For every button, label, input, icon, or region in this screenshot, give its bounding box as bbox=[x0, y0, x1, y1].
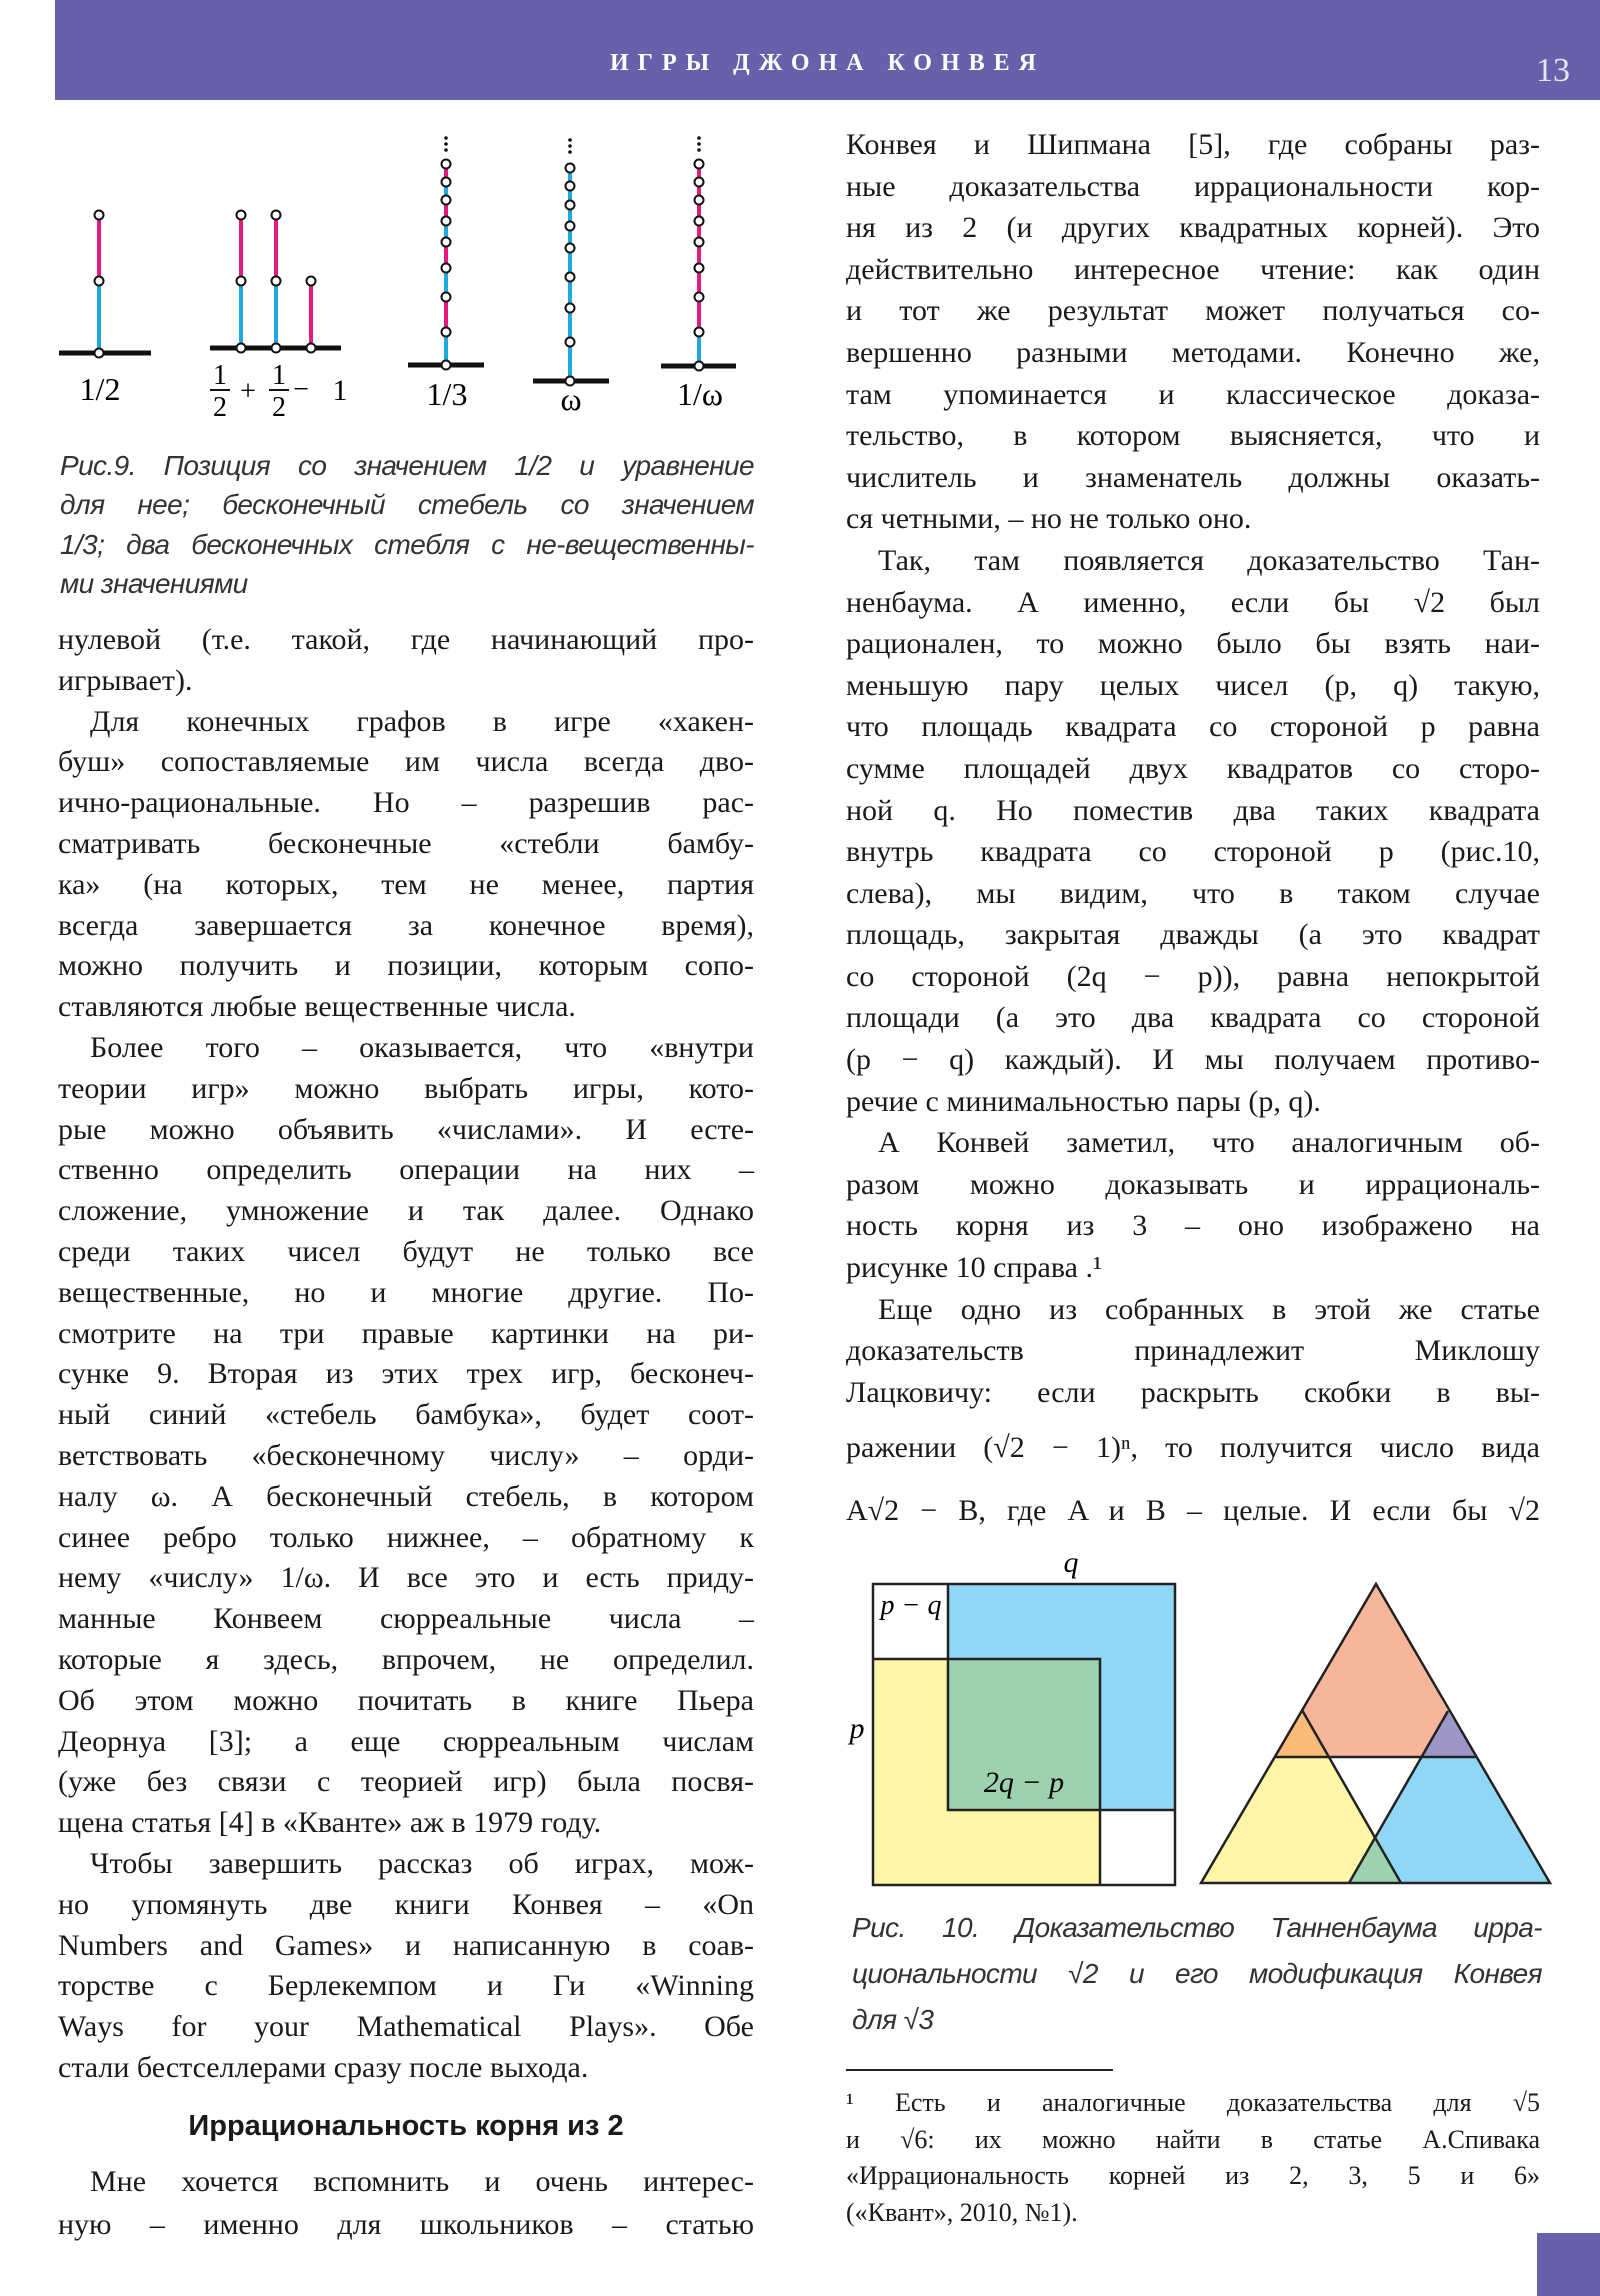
node bbox=[566, 273, 575, 282]
text-line: (уже без связи с теорией игр) была посвя- bbox=[58, 1765, 754, 1799]
text-line: сматривать бесконечные «стебли бамбу- bbox=[58, 826, 754, 860]
text-line: вещественные, но и многие другие. По- bbox=[58, 1275, 754, 1309]
text-line: сложение, умножение и так далее. Однако bbox=[58, 1194, 754, 1228]
node bbox=[95, 349, 104, 358]
text-line: слева), мы видим, что в таком случае bbox=[846, 876, 1540, 910]
text-line: буш» сопоставляемые им числа всегда дво- bbox=[58, 745, 754, 779]
left-column-text bbox=[58, 620, 754, 2089]
section-heading: Иррациональность корня из 2 bbox=[188, 2110, 624, 2142]
node bbox=[442, 217, 451, 226]
node bbox=[237, 211, 246, 220]
node bbox=[695, 264, 704, 273]
label-eq-plus: + bbox=[240, 376, 256, 407]
node bbox=[566, 164, 575, 173]
node bbox=[272, 211, 281, 220]
text-line: тельство, в котором выясняется, что и bbox=[846, 419, 1540, 453]
figure-9-hackenbush bbox=[0, 120, 800, 420]
text-line: сунке 9. Вторая из этих трех игр, бесконеч- bbox=[58, 1357, 754, 1391]
label-half: 1/2 bbox=[79, 371, 121, 407]
text-line: теории игр» можно выбрать игры, кото- bbox=[58, 1071, 754, 1105]
caption-line: ¹ Есть и аналогичные доказательства для √5 bbox=[846, 2088, 1540, 2117]
text-line: Об этом можно почитать в книге Пьера bbox=[58, 1683, 754, 1717]
node bbox=[695, 196, 704, 205]
page-corner-marker bbox=[1537, 2233, 1600, 2296]
label-inv-omega: 1/ω bbox=[677, 376, 723, 412]
label-eq-one-a: 1 bbox=[213, 360, 227, 391]
label-eq-one-b: 1 bbox=[272, 360, 286, 391]
text-line: щена статья [4] в «Кванте» аж в 1979 году. bbox=[58, 1806, 602, 1840]
text-line: (p − q) каждый). И мы получаем противо- bbox=[846, 1043, 1540, 1077]
caption-line: «Иррациональность корней из 2, 3, 5 и 6» bbox=[846, 2161, 1540, 2191]
node bbox=[695, 178, 704, 187]
text-line: сумме площадей двух квадратов со сторо- bbox=[846, 751, 1540, 785]
text-line: но упомянуть две книги Конвея – «On bbox=[58, 1887, 754, 1921]
node bbox=[566, 338, 575, 347]
yellow-region bbox=[1201, 1757, 1376, 1883]
text-line: Более того – оказывается, что «внутри bbox=[90, 1030, 754, 1064]
ellipsis-dot bbox=[444, 148, 448, 152]
node bbox=[566, 182, 575, 191]
text-line: там упоминается и классическое доказа- bbox=[846, 377, 1540, 411]
running-header-title: ИГРЫ ДЖОНА КОНВЕЯ bbox=[610, 50, 1045, 76]
running-header bbox=[55, 0, 1600, 100]
node bbox=[442, 293, 451, 302]
node bbox=[695, 217, 704, 226]
caption-line: («Квант», 2010, №1). bbox=[846, 2198, 1078, 2228]
text-line: действительно интересное чтение: как один bbox=[846, 252, 1540, 286]
text-line: ражении (√2 − 1)ⁿ, то получится число вида bbox=[846, 1431, 1540, 1465]
caption-line: для нее; бесконечный стебель со значением bbox=[60, 489, 754, 521]
node bbox=[307, 344, 316, 353]
ellipsis-dot bbox=[697, 136, 701, 140]
text-line: ично-рациональные. Но – разрешив рас- bbox=[58, 786, 754, 820]
left-column-text-after-heading bbox=[58, 2160, 754, 2246]
caption-line: для √3 bbox=[852, 2004, 934, 2035]
text-line: ность корня из 3 – оно изображено на bbox=[846, 1209, 1540, 1243]
text-line: и тот же результат может получаться со- bbox=[846, 294, 1540, 328]
blue-region bbox=[1376, 1757, 1550, 1883]
text-line: налу ω. А бесконечный стебель, в котором bbox=[58, 1479, 754, 1513]
node bbox=[695, 362, 704, 371]
caption-line: Рис. 10. Доказательство Танненбаума ирра- bbox=[852, 1912, 1542, 1943]
node bbox=[95, 277, 104, 286]
node bbox=[237, 277, 246, 286]
right-column-text bbox=[846, 124, 1540, 1532]
node bbox=[272, 277, 281, 286]
label-q: q bbox=[1063, 1546, 1079, 1579]
text-line: А Конвей заметил, что аналогичным об- bbox=[878, 1126, 1540, 1160]
text-line: нему «числу» 1/ω. И все это и есть приду- bbox=[58, 1561, 754, 1595]
text-line: Конвея и Шипмана [5], где собраны раз- bbox=[846, 128, 1540, 161]
text-line: синее ребро только нижнее, – обратному к bbox=[58, 1520, 754, 1554]
ellipsis-dot bbox=[444, 142, 448, 146]
node bbox=[566, 201, 575, 210]
text-line: Так, там появляется доказательство Тан- bbox=[878, 543, 1540, 577]
text-line: меньшую пару целых чисел (p, q) такую, bbox=[846, 668, 1540, 702]
text-line: смотрите на три правые картинки на ри- bbox=[58, 1316, 754, 1350]
node bbox=[442, 238, 451, 247]
node bbox=[695, 160, 704, 169]
ellipsis-dot bbox=[568, 150, 572, 154]
label-eq-two-b: 2 bbox=[272, 392, 286, 420]
text-line: внутрь квадрата со стороной p (рис.10, bbox=[846, 835, 1540, 869]
text-line: торстве с Берлекемпом и Ги «Winning bbox=[58, 1969, 754, 2003]
text-line: ные доказательства иррациональности кор- bbox=[846, 169, 1540, 203]
node bbox=[442, 361, 451, 370]
text-line: стали бестселлерами сразу после выхода. bbox=[58, 2050, 589, 2084]
text-line: всегда завершается за конечное время), bbox=[58, 908, 754, 942]
label-2q-minus-p: 2q − p bbox=[983, 1766, 1065, 1799]
text-line: ся четными, – но не только оно. bbox=[846, 502, 1252, 536]
node bbox=[307, 277, 316, 286]
label-eq-minus: − bbox=[293, 374, 309, 405]
text-line: рые можно объявить «числами». И есте- bbox=[58, 1112, 754, 1146]
caption-line: 1/3; два бесконечных стебля с не-вещественны- bbox=[60, 528, 754, 560]
text-line: доказательств принадлежит Миклошу bbox=[846, 1334, 1540, 1368]
node bbox=[442, 178, 451, 187]
node bbox=[695, 238, 704, 247]
ellipsis-dot bbox=[697, 142, 701, 146]
figure-10-caption bbox=[852, 1905, 1542, 2043]
text-line: рисунке 10 справа .¹ bbox=[846, 1251, 1102, 1285]
text-line: Для конечных графов в игре «хакен- bbox=[90, 704, 754, 738]
text-line: Еще одно из собранных в этой же статье bbox=[878, 1292, 1540, 1326]
text-line: Ways for your Mathematical Plays». Обе bbox=[58, 2010, 754, 2044]
ellipsis-dot bbox=[568, 144, 572, 148]
node bbox=[442, 196, 451, 205]
node bbox=[566, 222, 575, 231]
text-line: Деорнуа [3]; а еще сюрреальным числам bbox=[58, 1724, 754, 1758]
label-p: p bbox=[849, 1712, 865, 1745]
text-line: нулевой (т.е. такой, где начинающий про- bbox=[58, 623, 754, 656]
node bbox=[95, 211, 104, 220]
figure-9-caption bbox=[60, 446, 754, 603]
label-eq-two-a: 2 bbox=[213, 392, 227, 420]
text-line: ветствовать «бесконечному числу» – орди- bbox=[58, 1438, 754, 1472]
label-eq-minus-one: 1 bbox=[332, 374, 348, 407]
text-line: ка» (на которых, тем не менее, партия bbox=[58, 867, 754, 901]
text-line: можно получить и позиции, которым сопо- bbox=[58, 949, 754, 983]
text-line: ственно определить операции на них – bbox=[58, 1153, 754, 1187]
text-line: Чтобы завершить рассказ об играх, мож- bbox=[90, 1846, 754, 1880]
text-line: A√2 − B, где A и B – целые. И если бы √2 bbox=[846, 1494, 1540, 1527]
text-line: манные Конвеем сюрреальные числа – bbox=[58, 1602, 754, 1636]
node bbox=[695, 293, 704, 302]
node bbox=[442, 328, 451, 337]
text-line: ставляются любые вещественные числа. bbox=[58, 990, 576, 1024]
node bbox=[695, 328, 704, 337]
label-p-minus-q: p − q bbox=[880, 1590, 942, 1621]
footnote bbox=[846, 2085, 1540, 2232]
text-line: ня из 2 (и других квадратных корней). Это bbox=[846, 211, 1540, 245]
node bbox=[237, 344, 246, 353]
text-line: Numbers and Games» и написанную в соав- bbox=[58, 1928, 754, 1962]
node bbox=[442, 264, 451, 273]
node bbox=[442, 160, 451, 169]
text-line: ную – именно для школьников – статью bbox=[58, 2208, 754, 2241]
figure-10-proofs bbox=[820, 1540, 1580, 1900]
footnote-divider bbox=[846, 2069, 1113, 2071]
text-line: числитель и знаменатель должны оказать- bbox=[846, 460, 1540, 494]
node bbox=[566, 304, 575, 313]
text-line: что площадь квадрата со стороной p равна bbox=[846, 710, 1540, 744]
ellipsis-dot bbox=[697, 148, 701, 152]
text-line: ный синий «стебель бамбука», будет соот- bbox=[58, 1398, 754, 1432]
text-line: ной q. Но поместив два таких квадрата bbox=[846, 793, 1540, 827]
text-line: площади (а это два квадрата со стороной bbox=[846, 1001, 1540, 1035]
caption-line: Рис.9. Позиция со значением 1/2 и уравнение bbox=[60, 450, 754, 481]
text-line: вершенно разными методами. Конечно же, bbox=[846, 335, 1540, 369]
text-line: среди таких чисел будут не только все bbox=[58, 1234, 754, 1268]
text-line: игрывает). bbox=[58, 663, 193, 697]
ellipsis-dot bbox=[568, 138, 572, 142]
node bbox=[566, 244, 575, 253]
label-third: 1/3 bbox=[426, 376, 468, 412]
text-line: площадь, закрытая дважды (а это квадрат bbox=[846, 918, 1540, 952]
text-line: речие с минимальностью пары (p, q). bbox=[846, 1084, 1321, 1118]
text-line: ненбаума. А именно, если бы √2 был bbox=[846, 585, 1540, 619]
text-line: со стороной (2q − p)), равна непокрытой bbox=[846, 959, 1540, 993]
text-line: Лацковичу: если раскрыть скобки в вы- bbox=[846, 1375, 1540, 1409]
node bbox=[272, 344, 281, 353]
text-line: разом можно доказывать и иррациональ- bbox=[846, 1167, 1540, 1201]
label-omega: ω bbox=[560, 381, 582, 417]
text-line: рационален, то можно было бы взять наи- bbox=[846, 627, 1540, 661]
caption-line: и √6: их можно найти в статье А.Спивака bbox=[846, 2124, 1540, 2154]
text-line: Мне хочется вспомнить и очень интерес- bbox=[90, 2165, 754, 2198]
page-number: 13 bbox=[1536, 52, 1570, 89]
ellipsis-dot bbox=[444, 136, 448, 140]
caption-line: ми значениями bbox=[60, 567, 248, 599]
caption-line: циональности √2 и его модификация Конвея bbox=[852, 1958, 1542, 1989]
text-line: которые я здесь, впрочем, не определил. bbox=[58, 1642, 754, 1676]
